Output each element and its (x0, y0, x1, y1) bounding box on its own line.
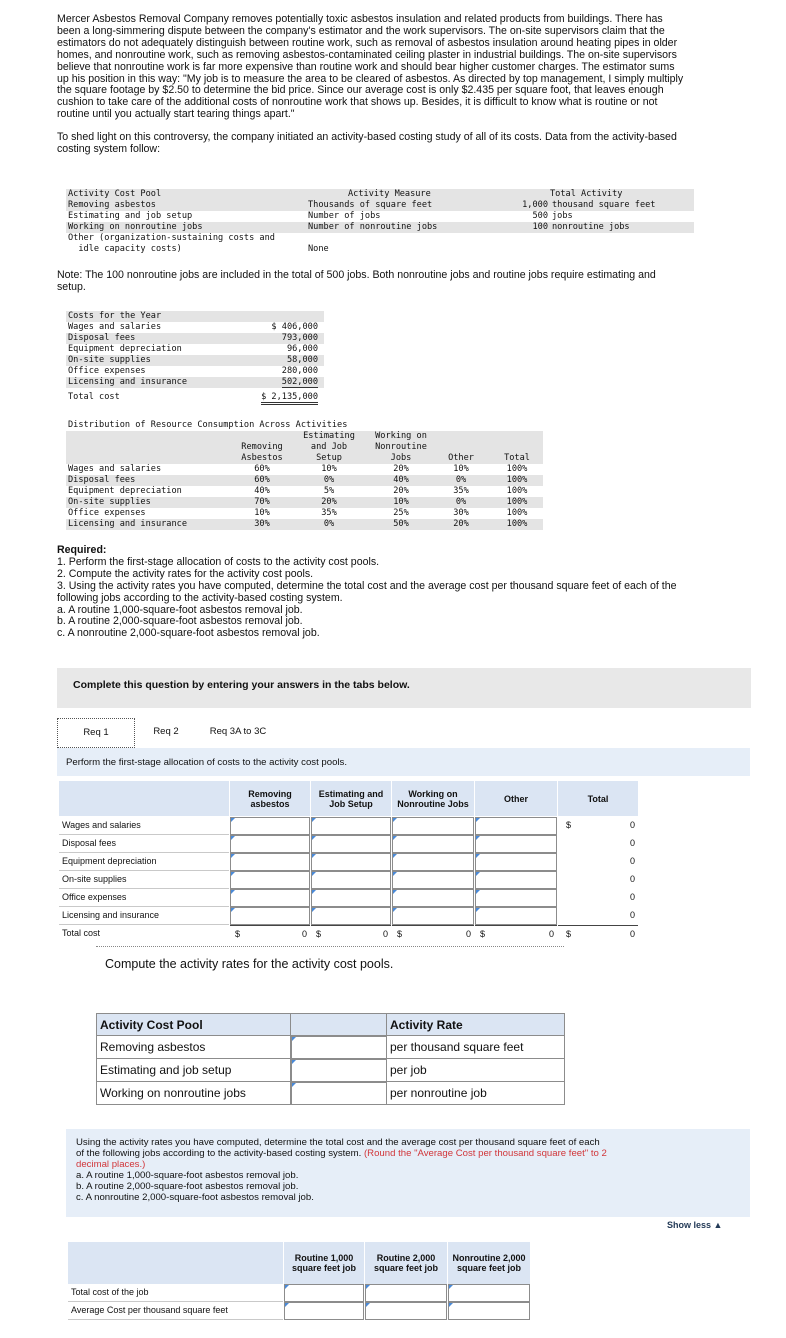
row-total: 0 (558, 853, 638, 871)
pool-label: Removing asbestos (96, 1036, 291, 1059)
input-rate-nonroutine[interactable] (291, 1082, 387, 1105)
tab-req-3a-3c[interactable]: Req 3A to 3C (200, 718, 276, 746)
row-average-cost: Average Cost per thousand square feet (68, 1302, 283, 1320)
input-wages-estimating[interactable] (311, 817, 391, 835)
input-avg-routine-1000[interactable] (284, 1302, 364, 1320)
pool-label: Estimating and job setup (96, 1059, 291, 1082)
input-office-nonroutine[interactable] (392, 889, 474, 907)
input-depreciation-removing[interactable] (230, 853, 310, 871)
activity-pool-table (66, 189, 694, 257)
cost-row: Wages and salaries $ 406,000 (68, 322, 318, 332)
col-total: Total (558, 781, 638, 816)
input-rate-estimating[interactable] (291, 1059, 387, 1082)
input-disposal-estimating[interactable] (311, 835, 391, 853)
input-licensing-removing[interactable] (230, 907, 310, 925)
row-total: 0 (558, 871, 638, 889)
costs-header: Costs for the Year (66, 311, 324, 322)
input-licensing-estimating[interactable] (311, 907, 391, 925)
tab-req-2[interactable]: Req 2 (138, 718, 194, 746)
required-line: 3. Using the activity rates you have computed, determine the total cost and the average cost per thousand square feet of each of the (57, 579, 677, 592)
col-removing-asbestos: Removing asbestos (230, 781, 310, 816)
required-line: 2. Compute the activity rates for the activity cost pools. (57, 567, 314, 580)
input-wages-other[interactable] (475, 817, 557, 835)
grid-corner (59, 781, 229, 816)
note: Note: The 100 nonroutine jobs are included in the total of 500 jobs. Both nonroutine jobs and routine jobs require estimating and setup. (57, 269, 656, 293)
caret-up-icon: ▲ (713, 1220, 723, 1230)
required-line: 1. Perform the first-stage allocation of costs to the activity cost pools. (57, 555, 380, 568)
input-avg-routine-2000[interactable] (365, 1302, 447, 1320)
req2-activity-rate-grid (96, 1013, 565, 1105)
input-total-routine-1000[interactable] (284, 1284, 364, 1302)
input-avg-nonroutine-2000[interactable] (448, 1302, 530, 1320)
cost-row: Licensing and insurance 502,000 (66, 377, 324, 388)
req3-instruction: Using the activity rates you have computed, determine the total cost and the average cost per thousand square feet of each of the following jobs according to the activity-based costing system. (Round the "Average Cost per thousand square feet" to 2 decimal places.) a. A routine 1,000-square-foot asbestos removal job. b. A routine 2,000-square-foot asbestos removal job. c. A nonroutine 2,000-square-foot asbestos removal job. (66, 1129, 750, 1217)
required-line: c. A nonroutine 2,000-square-foot asbestos removal job. (57, 627, 320, 640)
distribution-row: Equipment depreciation 40% 5% 20% 35% 100% (68, 486, 528, 496)
cost-row: On-site supplies 58,000 (66, 355, 324, 366)
col-other: Other (475, 781, 557, 816)
col-total-other: $ 0 (475, 925, 557, 943)
pool-table-row: idle capacity costs) None (68, 244, 329, 254)
col-working-nonroutine: Working on Nonroutine Jobs (392, 781, 474, 816)
distribution-row: Disposal fees 60% 0% 40% 0% 100% (66, 475, 543, 486)
grid-corner (68, 1242, 283, 1284)
rate-unit: per thousand square feet (387, 1036, 565, 1059)
col-total-estimating: $ 0 (311, 925, 391, 943)
col-routine-1000: Routine 1,000 square feet job (284, 1242, 364, 1284)
show-less-link[interactable]: Show less ▲ (667, 1220, 723, 1230)
input-disposal-nonroutine[interactable] (392, 835, 474, 853)
input-office-removing[interactable] (230, 889, 310, 907)
input-supplies-other[interactable] (475, 871, 557, 889)
row-label: Wages and salaries (59, 817, 229, 835)
row-label: On-site supplies (59, 871, 229, 889)
distribution-row: On-site supplies 70% 20% 10% 0% 100% (66, 497, 543, 508)
row-total: 0 (558, 907, 638, 925)
pool-table-header: Activity Cost Pool Activity Measure Total Activity (66, 189, 694, 200)
input-depreciation-nonroutine[interactable] (392, 853, 474, 871)
input-total-nonroutine-2000[interactable] (448, 1284, 530, 1302)
row-label: Disposal fees (59, 835, 229, 853)
req1-allocation-grid (59, 781, 639, 943)
row-total: $ 0 (558, 817, 638, 835)
req3-job-cost-grid (68, 1242, 530, 1320)
row-label: Office expenses (59, 889, 229, 907)
rate-unit: per nonroutine job (387, 1082, 565, 1105)
distribution-title: Distribution of Resource Consumption Across Activities (68, 420, 348, 430)
input-licensing-other[interactable] (475, 907, 557, 925)
col-activity-cost-pool: Activity Cost Pool (96, 1013, 291, 1036)
pool-table-row: Other (organization-sustaining costs and (68, 233, 275, 243)
answer-banner: Complete this question by entering your answers in the tabs below. (57, 668, 751, 708)
intro-paragraph-1: Mercer Asbestos Removal Company removes potentially toxic asbestos insulation and related products from buildings. There has been a long-simmering dispute between the company's estimator and the work supervisors. The on-site supervisors claim that the estimators do not adequately distinguish between routine work, such as removal of asbestos insulation around heating pipes in older homes, and nonroutine work, such as removing asbestos-contaminated ceiling plaster in industrial buildings. The on-site supervisors believe that nonroutine work is far more expensive than routine work and should bear higher customer charges. The estimator sums up his position in this way: "My job is to measure the area to be cleared of asbestos. As directed by top management, I simply multiply the square footage by $2.50 to determine the bid price. Since our average cost is only $2.435 per square foot, that leaves enough cushion to take care of the additional costs of nonroutine work that shows up. Besides, it is difficult to know what is routine or not routine until you actually start tearing things apart." (57, 13, 684, 121)
row-label: Licensing and insurance (59, 907, 229, 925)
required-heading: Required: (57, 544, 107, 556)
distribution-row: Wages and salaries 60% 10% 20% 10% 100% (68, 464, 528, 474)
required-line: a. A routine 1,000-square-foot asbestos removal job. (57, 603, 303, 616)
cost-total-row: Total cost $ 2,135,000 (66, 392, 324, 403)
col-routine-2000: Routine 2,000 square feet job (365, 1242, 447, 1284)
cost-row: Equipment depreciation 96,000 (68, 344, 318, 354)
req1-instruction: Perform the first-stage allocation of costs to the activity cost pools. (57, 748, 750, 776)
cost-row: Disposal fees 793,000 (66, 333, 324, 344)
distribution-row: Office expenses 10% 35% 25% 30% 100% (68, 508, 528, 518)
input-supplies-nonroutine[interactable] (392, 871, 474, 889)
input-wages-removing[interactable] (230, 817, 310, 835)
tab-req-1[interactable]: Req 1 (57, 718, 135, 748)
problem-intro (57, 14, 757, 167)
input-supplies-estimating[interactable] (311, 871, 391, 889)
costs-for-year-table (66, 311, 324, 405)
req2-instruction: Compute the activity rates for the activity cost pools. (96, 946, 564, 977)
pool-table-row: Estimating and job setup Number of jobs 500 jobs (68, 211, 573, 221)
input-office-estimating[interactable] (311, 889, 391, 907)
col-estimating-job-setup: Estimating and Job Setup (311, 781, 391, 816)
col-total-nonroutine: $ 0 (392, 925, 474, 943)
distribution-table (66, 420, 543, 534)
input-depreciation-other[interactable] (475, 853, 557, 871)
input-disposal-removing[interactable] (230, 835, 310, 853)
pool-table-row: Working on nonroutine jobs Number of nonroutine jobs 100 nonroutine jobs (66, 222, 694, 233)
input-wages-nonroutine[interactable] (392, 817, 474, 835)
row-label: Equipment depreciation (59, 853, 229, 871)
col-nonroutine-2000: Nonroutine 2,000 square feet job (448, 1242, 530, 1284)
input-disposal-other[interactable] (475, 835, 557, 853)
col-total-total: $ 0 (558, 925, 638, 943)
row-total: 0 (558, 835, 638, 853)
intro-paragraph-2: To shed light on this controversy, the company initiated an activity-based costing study of all of its costs. Data from the activity-based costing system follow: (57, 131, 677, 156)
distribution-head: Removing Asbestos Estimating and Job Setup Working on Nonroutine Jobs Other Total (66, 431, 543, 464)
required-line: b. A routine 2,000-square-foot asbestos removal job. (57, 615, 303, 628)
pool-table-row: Removing asbestos Thousands of square feet 1,000 thousand square feet (66, 200, 694, 211)
input-office-other[interactable] (475, 889, 557, 907)
required-section (57, 545, 757, 640)
total-cost-label: Total cost (59, 925, 229, 943)
input-depreciation-estimating[interactable] (311, 853, 391, 871)
col-rate-blank (291, 1013, 387, 1036)
rate-unit: per job (387, 1059, 565, 1082)
pool-label: Working on nonroutine jobs (96, 1082, 291, 1105)
cost-row: Office expenses 280,000 (68, 366, 318, 376)
row-total-cost-job: Total cost of the job (68, 1284, 283, 1302)
required-line: following jobs according to the activity-based costing system. (57, 591, 343, 604)
col-total-removing: $ 0 (230, 925, 310, 943)
row-total: 0 (558, 889, 638, 907)
col-activity-rate: Activity Rate (387, 1013, 565, 1036)
input-supplies-removing[interactable] (230, 871, 310, 889)
distribution-row: Licensing and insurance 30% 0% 50% 20% 100% (66, 519, 543, 530)
input-rate-removing[interactable] (291, 1036, 387, 1059)
input-total-routine-2000[interactable] (365, 1284, 447, 1302)
input-licensing-nonroutine[interactable] (392, 907, 474, 925)
